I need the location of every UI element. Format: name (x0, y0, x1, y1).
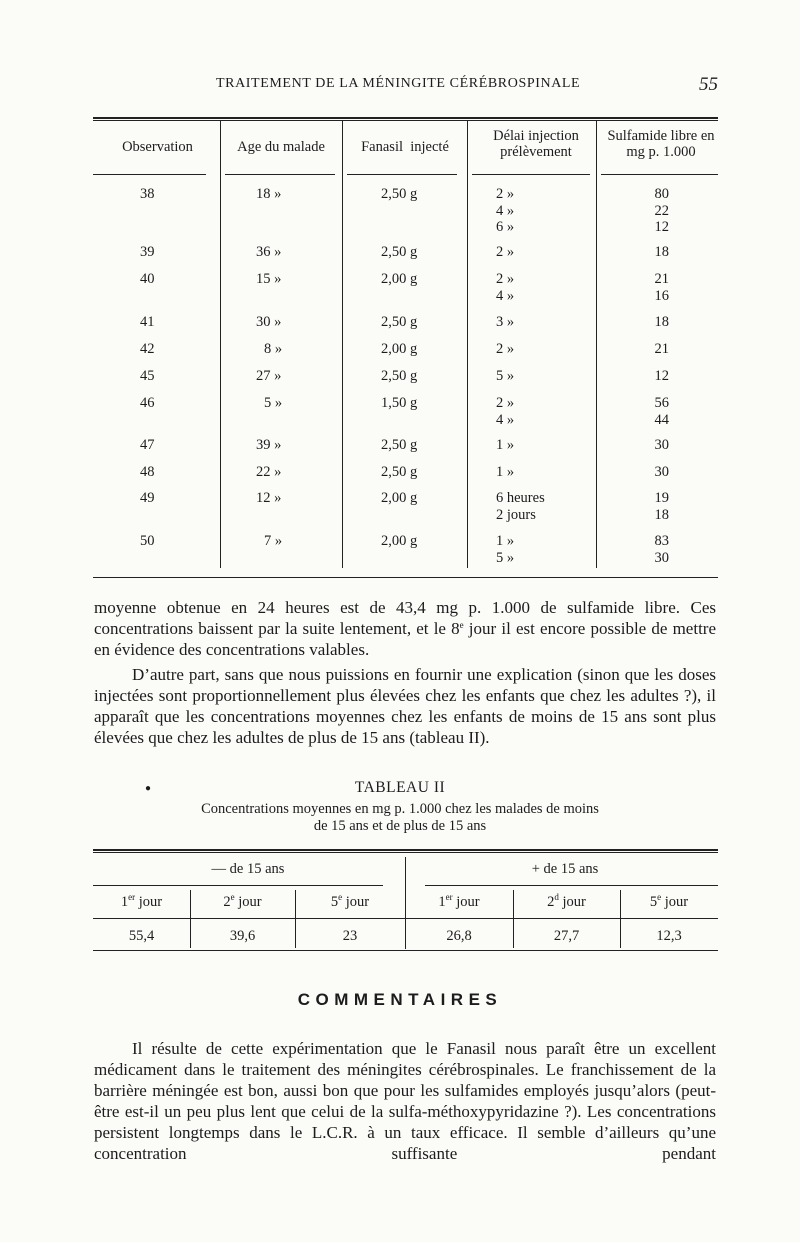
table2-header-rule (93, 918, 718, 919)
cell-sulfamide: 18 (654, 314, 669, 330)
cell-sulfamide: 22 (654, 202, 669, 219)
table1-col-divider (342, 120, 343, 568)
cell-fanasil: 2,50 g (381, 464, 418, 480)
table1-top-rule-2 (93, 120, 718, 121)
cell-age: 7 » (264, 533, 283, 549)
cell-age: 18 » (256, 186, 282, 202)
table2-top-rule-2 (93, 852, 718, 853)
cell-sulfamide: 21 (654, 271, 669, 287)
cell-observation: 39 (140, 244, 155, 260)
bullet-mark: ● (145, 783, 152, 794)
table2-group-rule (93, 885, 383, 886)
col-header-fanasil: Fanasil injecté (361, 139, 449, 155)
day-header: 5e jour (330, 892, 370, 910)
table2-value: 55,4 (128, 928, 155, 944)
cell-observation: 50 (140, 533, 155, 549)
cell-age: 39 » (256, 437, 282, 453)
cell-sulfamide: 19 (654, 490, 669, 506)
cell-observation: 48 (140, 464, 155, 480)
table2-value: 39,6 (229, 928, 256, 944)
cell-delai: 2 » (496, 395, 515, 411)
cell-age: 27 » (256, 368, 282, 384)
cell-fanasil: 2,00 g (381, 533, 418, 549)
cell-observation: 46 (140, 395, 155, 411)
day-header: 2$^d$ jour (547, 892, 586, 910)
cell-sulfamide: 21 (654, 341, 669, 357)
cell-delai: 4 » (496, 287, 515, 304)
table2-top-rule (93, 849, 718, 851)
cell-age: 36 » (256, 244, 282, 260)
cell-delai: 4 » (496, 202, 515, 219)
cell-observation: 41 (140, 314, 155, 330)
table1-header-rule (472, 174, 590, 175)
cell-delai: 2 » (496, 244, 515, 260)
cell-observation: 38 (140, 186, 155, 202)
cell-delai: 6 heures (496, 490, 545, 506)
cell-fanasil: 1,50 g (381, 395, 418, 411)
table1-bottom-rule (93, 577, 718, 578)
table2-title: TABLEAU II (354, 779, 446, 796)
cell-observation: 42 (140, 341, 155, 357)
body-paragraph: D’autre part, sans que nous puissions en fournir une explication (sinon que les doses injectées sont proportionnellement plus élevées chez les enfants que chez les adultes ?), il apparaît que les concentrations moyennes chez les enfants de moins de 15 ans sont plus élevées que chez les adultes de plus de 15 ans (tableau II). (94, 665, 716, 747)
group-header-over-15: + de 15 ans (531, 861, 599, 877)
cell-delai: 1 » (496, 464, 515, 480)
cell-delai: 5 » (496, 549, 515, 566)
cell-fanasil: 2,00 g (381, 490, 418, 506)
table2-value: 12,3 (656, 928, 682, 944)
cell-fanasil: 2,50 g (381, 437, 418, 453)
col-header-age: Age du malade (237, 139, 325, 155)
cell-sulfamide: 30 (654, 549, 669, 566)
table2-caption: Concentrations moyennes en mg p. 1.000 chez les malades de moins de 15 ans et de plus de 15 ans (201, 801, 599, 834)
cell-sulfamide: 18 (654, 244, 669, 260)
cell-fanasil: 2,00 g (381, 341, 418, 357)
cell-sulfamide: 12 (654, 219, 669, 235)
cell-age: 8 » (264, 341, 283, 357)
table1-top-rule (93, 117, 718, 119)
day-header: 1er jour (120, 892, 163, 910)
cell-observation: 49 (140, 490, 155, 506)
table1-col-divider (220, 120, 221, 568)
day-header: 2e jour (223, 892, 262, 910)
section-heading: COMMENTAIRES (297, 990, 503, 1009)
cell-sulfamide: 18 (654, 506, 669, 523)
cell-fanasil: 2,50 g (381, 314, 418, 330)
day-header: 5e jour (649, 892, 689, 910)
cell-age: 12 » (256, 490, 282, 506)
table2-value: 26,8 (446, 928, 472, 944)
table2-bottom-rule (93, 950, 718, 951)
day-header: 1er jour (438, 892, 480, 910)
cell-age: 5 » (264, 395, 283, 411)
cell-delai: 2 » (496, 341, 515, 357)
cell-sulfamide: 80 (654, 186, 669, 202)
cell-fanasil: 2,50 g (381, 244, 418, 260)
col-header-observation: Observation (122, 139, 193, 155)
cell-delai: 5 » (496, 368, 515, 384)
cell-sulfamide: 12 (654, 368, 669, 384)
running-header (0, 74, 800, 98)
cell-sulfamide: 44 (654, 411, 669, 428)
col-header-delai: Délai injection prélèvement (493, 128, 579, 160)
table1-col-divider (596, 120, 597, 568)
cell-delai: 2 jours (496, 506, 536, 523)
cell-sulfamide: 30 (654, 437, 669, 453)
table1-header-rule (347, 174, 457, 175)
cell-delai: 3 » (496, 314, 515, 330)
cell-fanasil: 2,00 g (381, 271, 418, 287)
body-paragraph: Il résulte de cette expérimentation que le Fanasil nous paraît être un excellent médicament dans le traitement des méningites cérébrospinales. Le franchissement de la barrière méningée est bon, aussi bon que pour les sulfamides employés jusqu’alors (peut-être est-il un peu plus lent que celui de la sulfa-méthoxypyridazine ?). Les concentrations persistent longtemps dans le L.C.R. à un taux efficace. Il semble d’ailleurs qu’une concentration suffisante pendant (94, 1039, 716, 1163)
table1-header-rule (93, 174, 206, 175)
cell-age: 30 » (256, 314, 282, 330)
cell-age: 15 » (256, 271, 282, 287)
cell-observation: 40 (140, 271, 155, 287)
cell-sulfamide: 56 (654, 395, 669, 411)
running-title: TRAITEMENT DE LA MÉNINGITE CÉRÉBROSPINALE (216, 76, 581, 91)
body-paragraph: moyenne obtenue en 24 heures est de 43,4 mg p. 1.000 de sulfamide libre. Ces concentrations baissent par la suite lentement, et le 8e jour il est encore possible de mettre en évidence des concentrations valables. (94, 598, 717, 659)
cell-delai: 2 » (496, 271, 515, 287)
cell-delai: 2 » (496, 186, 515, 202)
group-header-under-15: — de 15 ans (211, 861, 285, 877)
cell-delai: 6 » (496, 219, 515, 235)
cell-age: 22 » (256, 464, 282, 480)
page-number: 55 (699, 74, 718, 95)
table1-header-rule (601, 174, 718, 175)
col-header-sulfamide: Sulfamide libre en mg p. 1.000 (607, 128, 715, 160)
cell-observation: 45 (140, 368, 155, 384)
cell-fanasil: 2,50 g (381, 186, 418, 202)
table1-header-rule (225, 174, 335, 175)
cell-sulfamide: 83 (654, 533, 669, 549)
table2-value: 27,7 (553, 928, 580, 944)
cell-delai: 1 » (496, 437, 515, 453)
cell-delai: 1 » (496, 533, 515, 549)
cell-sulfamide: 30 (654, 464, 669, 480)
cell-delai: 4 » (496, 411, 515, 428)
cell-observation: 47 (140, 437, 155, 453)
table2-group-rule (425, 885, 718, 886)
cell-fanasil: 2,50 g (381, 368, 418, 384)
table1-col-divider (467, 120, 468, 568)
table2-value: 23 (342, 928, 358, 944)
cell-sulfamide: 16 (654, 287, 669, 304)
